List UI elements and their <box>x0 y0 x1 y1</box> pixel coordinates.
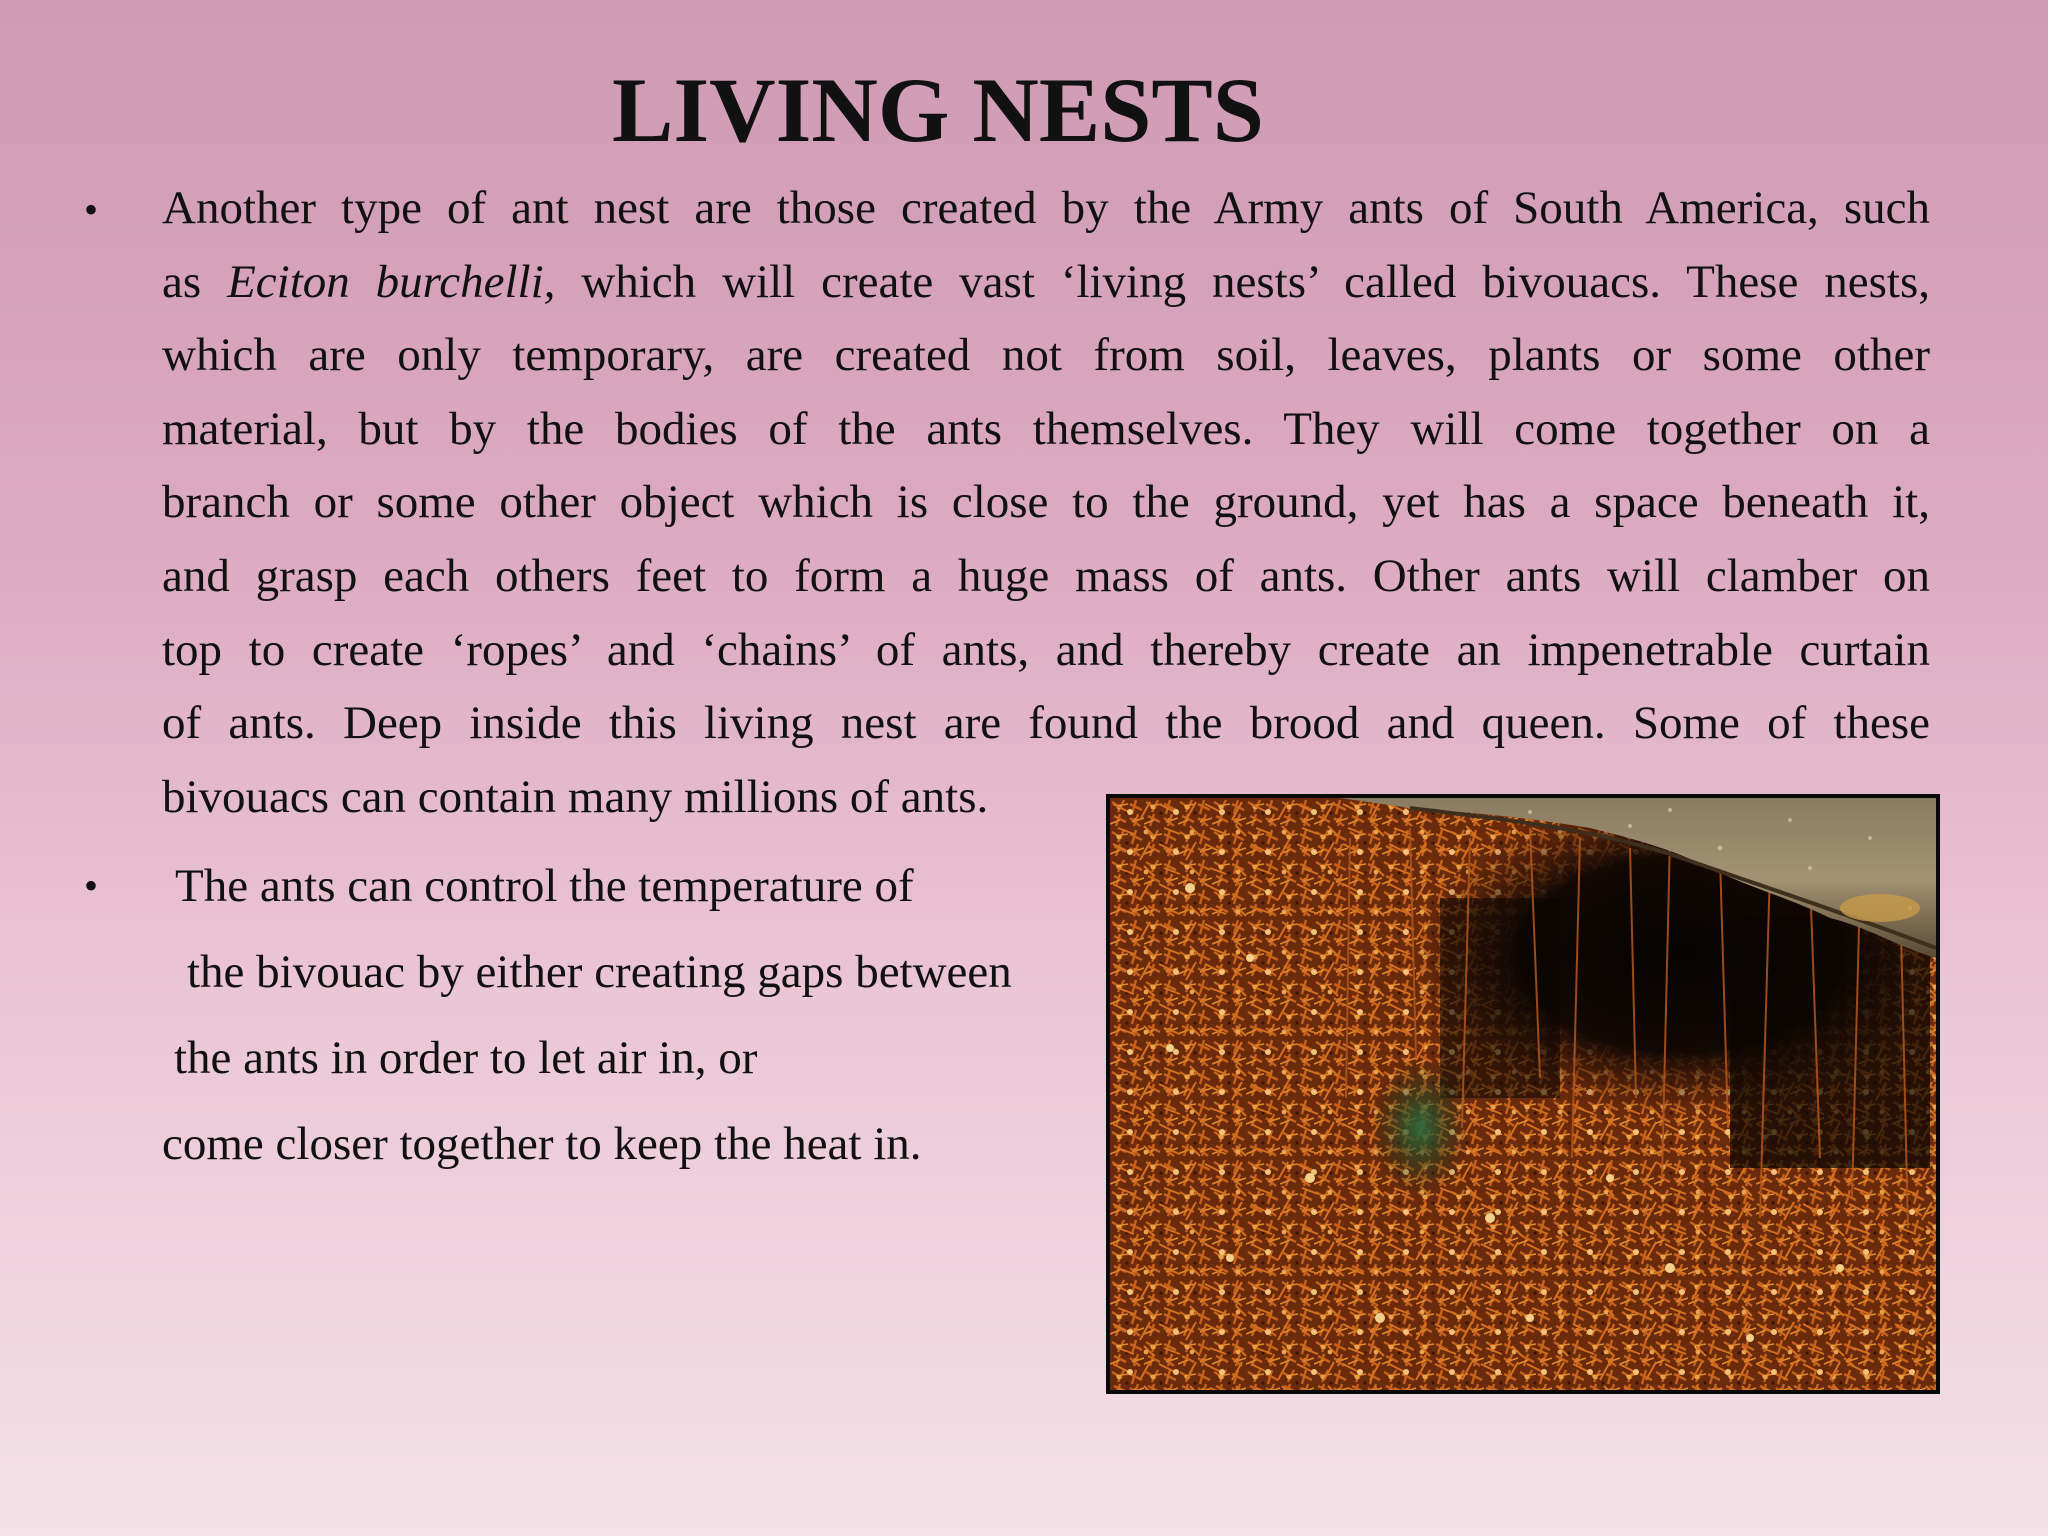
paragraph-line: the ants in order to let air in, or <box>174 1032 758 1084</box>
species-name: Eciton burchelli, <box>227 255 556 308</box>
paragraph-line: which are only temporary, are created not from soil, leaves, plants or some other <box>162 329 1930 382</box>
paragraph-line: the bivouac by either creating gaps between <box>187 946 1012 998</box>
paragraph-line: and grasp each others feet to form a huge mass of ants. Other ants will clamber on <box>162 549 1930 602</box>
paragraph-line: of ants. Deep inside this living nest are found the brood and queen. Some of these <box>162 697 1930 750</box>
paragraph-line: The ants can control the temperature of <box>175 860 914 912</box>
paragraph-line <box>162 246 1930 320</box>
paragraph-line: top to create ‘ropes’ and ‘chains’ of ants, and thereby create an impenetrable curtain <box>162 623 1930 676</box>
bullet-paragraph-temperature <box>162 850 1102 1194</box>
paragraph-line: come closer together to keep the heat in. <box>162 1118 922 1170</box>
paragraph-line: branch or some other object which is close to the ground, yet has a space beneath it, <box>162 476 1930 529</box>
army-ant-bivouac-photo <box>1106 794 1940 1394</box>
bullet-marker: • <box>84 863 99 908</box>
bullet-paragraph-army-ants <box>162 172 1930 834</box>
paragraph-line: Another type of ant nest are those created by the Army ants of South America, such <box>162 182 1930 234</box>
line-prefix: as <box>162 255 202 308</box>
paragraph-line: bivouacs can contain many millions of ants. <box>162 770 989 823</box>
bivouac-photo-icon <box>1110 798 1936 1390</box>
slide-title: LIVING NESTS <box>612 59 1264 161</box>
line-rest: which will create vast ‘living nests’ called bivouacs. These nests, <box>581 255 1930 308</box>
paragraph-line: material, but by the bodies of the ants themselves. They will come together on a <box>162 402 1930 455</box>
bullet-marker: • <box>84 187 99 232</box>
